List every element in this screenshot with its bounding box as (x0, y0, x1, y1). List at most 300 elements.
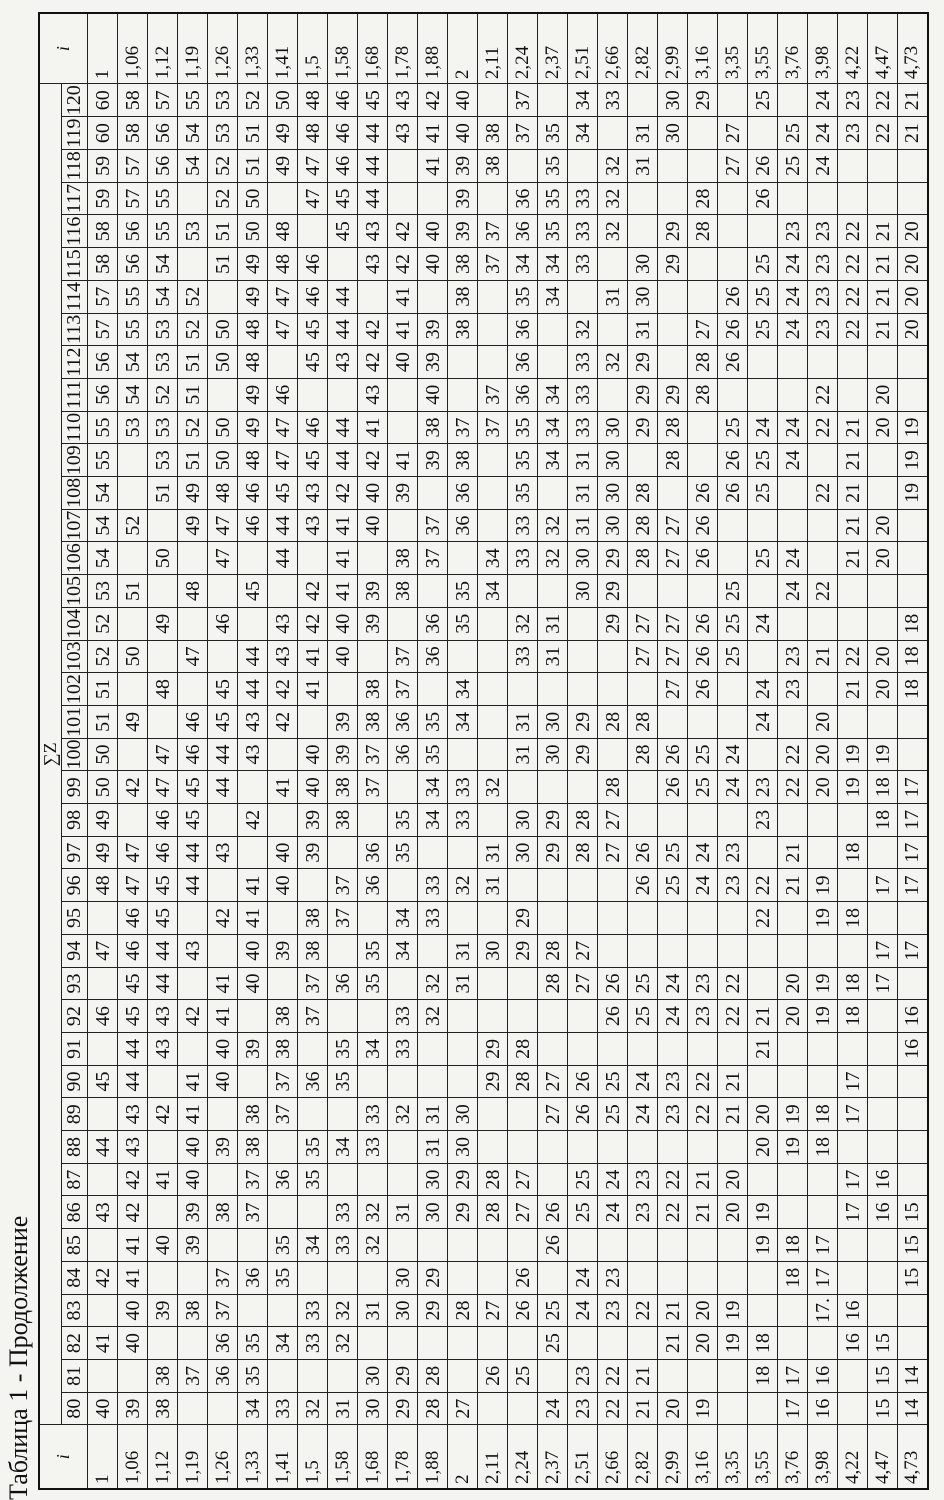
table-cell (748, 1261, 778, 1294)
table-cell (748, 575, 778, 608)
table-cell: 50 (238, 215, 268, 248)
table-cell: 34 (568, 84, 598, 117)
table-cell: 38 (208, 1196, 238, 1229)
table-cell: 20 (898, 280, 928, 313)
table-cell: 28 (688, 346, 718, 379)
table-cell (778, 1032, 808, 1065)
table-cell: 29 (628, 411, 658, 444)
table-cell: 28 (628, 738, 658, 771)
column-header: 95 (62, 902, 88, 935)
table-cell (538, 84, 568, 117)
table-cell: 53 (178, 215, 208, 248)
table-cell (268, 738, 298, 771)
table-cell: 30 (388, 1294, 418, 1327)
table-cell: 30 (658, 117, 688, 150)
table-cell: 29 (658, 215, 688, 248)
table-cell: 32 (598, 150, 628, 183)
table-cell: 53 (88, 575, 118, 608)
table-cell: 44 (238, 673, 268, 706)
table-cell: 59 (88, 150, 118, 183)
table-cell: 41 (178, 1098, 208, 1131)
table-cell (838, 1360, 868, 1393)
table-cell (148, 1065, 178, 1098)
table-cell: 32 (538, 542, 568, 575)
table-row (898, 13, 928, 1489)
table-cell (268, 1360, 298, 1393)
table-cell: 35 (388, 836, 418, 869)
table-cell: 30 (628, 280, 658, 313)
table-cell: 23 (598, 1294, 628, 1327)
row-i-left: 3,35 (718, 1425, 748, 1489)
table-cell (598, 869, 628, 902)
table-cell: 43 (208, 836, 238, 869)
table-cell: 42 (178, 1000, 208, 1033)
table-cell (778, 1196, 808, 1229)
table-cell (418, 934, 448, 967)
table-cell: 22 (868, 117, 898, 150)
table-cell: 27 (658, 673, 688, 706)
table-cell (658, 902, 688, 935)
row-i-right: 1,58 (328, 13, 358, 84)
table-cell (838, 346, 868, 379)
table-cell: 26 (748, 182, 778, 215)
table-cell: 28 (508, 1032, 538, 1065)
table-cell (448, 1000, 478, 1033)
table-cell (478, 902, 508, 935)
table-cell (538, 673, 568, 706)
table-cell (748, 836, 778, 869)
row-i-right: 1,06 (118, 13, 148, 84)
table-cell: 30 (538, 705, 568, 738)
table-cell: 16 (838, 1327, 868, 1360)
table-cell: 27 (658, 542, 688, 575)
table-cell: 38 (328, 771, 358, 804)
table-cell: 19 (718, 1294, 748, 1327)
table-cell (778, 1327, 808, 1360)
table-cell: 50 (118, 640, 148, 673)
table-cell: 40 (448, 117, 478, 150)
table-cell: 27 (478, 1294, 508, 1327)
table-cell: 43 (118, 1098, 148, 1131)
table-cell: 28 (598, 771, 628, 804)
table-cell: 17 (898, 804, 928, 837)
table-cell: 31 (478, 869, 508, 902)
table-cell: 29 (598, 575, 628, 608)
table-cell: 22 (598, 1392, 628, 1425)
table-cell (808, 1065, 838, 1098)
i-header-right: i (39, 13, 88, 84)
table-cell: 38 (148, 1360, 178, 1393)
table-cell: 53 (148, 346, 178, 379)
table-cell (508, 575, 538, 608)
table-cell: 27 (598, 836, 628, 869)
table-cell: 46 (328, 117, 358, 150)
table-cell (688, 411, 718, 444)
table-row (328, 13, 358, 1489)
row-i-right: 2,37 (538, 13, 568, 84)
table-cell (838, 378, 868, 411)
table-cell: 59 (88, 182, 118, 215)
table-cell: 21 (838, 444, 868, 477)
table-cell: 16 (868, 1196, 898, 1229)
table-cell: 37 (298, 967, 328, 1000)
gear-ratio-table (38, 12, 929, 1490)
table-cell (538, 346, 568, 379)
row-i-right: 1,68 (358, 13, 388, 84)
table-cell (178, 967, 208, 1000)
column-header: 102 (62, 673, 88, 706)
table-cell: 51 (88, 705, 118, 738)
table-cell: 32 (598, 215, 628, 248)
table-cell (208, 1098, 238, 1131)
table-cell: 26 (508, 1294, 538, 1327)
table-cell: 37 (478, 215, 508, 248)
table-cell (478, 1261, 508, 1294)
table-cell (178, 1032, 208, 1065)
table-cell (718, 509, 748, 542)
table-cell: 30 (508, 804, 538, 837)
table-cell (778, 902, 808, 935)
table-cell (718, 705, 748, 738)
table-cell: 17 (838, 1196, 868, 1229)
table-cell: 32 (598, 346, 628, 379)
table-cell: 45 (178, 804, 208, 837)
table-cell: 24 (808, 117, 838, 150)
table-cell (388, 869, 418, 902)
table-cell: 48 (208, 477, 238, 510)
table-cell: 45 (208, 673, 238, 706)
table-cell: 27 (658, 640, 688, 673)
table-cell: 34 (388, 902, 418, 935)
table-cell: 32 (358, 1196, 388, 1229)
table-cell: 38 (238, 1131, 268, 1164)
table-cell (328, 1360, 358, 1393)
table-cell: 33 (568, 346, 598, 379)
table-cell: 48 (178, 575, 208, 608)
row-i-right: 2,99 (658, 13, 688, 84)
row-i-right: 2,51 (568, 13, 598, 84)
table-cell: 17. (808, 1294, 838, 1327)
table-cell (538, 477, 568, 510)
table-body (88, 13, 928, 1489)
table-cell (178, 902, 208, 935)
table-cell: 49 (268, 150, 298, 183)
table-cell (748, 1065, 778, 1098)
table-cell: 25 (598, 1065, 628, 1098)
table-cell (328, 673, 358, 706)
table-cell (478, 84, 508, 117)
table-cell: 23 (628, 1163, 658, 1196)
table-cell (658, 346, 688, 379)
table-cell: 21 (628, 1392, 658, 1425)
table-cell: 43 (268, 640, 298, 673)
table-cell (778, 934, 808, 967)
table-row (388, 13, 418, 1489)
table-cell: 25 (508, 1360, 538, 1393)
table-cell (628, 444, 658, 477)
table-cell (688, 444, 718, 477)
table-cell (868, 444, 898, 477)
table-cell (898, 378, 928, 411)
table-row (298, 13, 328, 1489)
table-cell: 33 (328, 1196, 358, 1229)
table-cell (268, 804, 298, 837)
table-cell: 28 (658, 444, 688, 477)
table-cell: 37 (418, 542, 448, 575)
table-cell: 17 (898, 934, 928, 967)
table-cell: 40 (268, 869, 298, 902)
table-cell: 44 (328, 280, 358, 313)
table-cell (208, 280, 238, 313)
table-cell: 20 (868, 378, 898, 411)
table-cell (388, 411, 418, 444)
table-cell: 24 (748, 673, 778, 706)
table-cell: 53 (148, 411, 178, 444)
table-cell: 39 (358, 607, 388, 640)
column-header: 107 (62, 509, 88, 542)
table-cell (448, 902, 478, 935)
table-cell: 29 (418, 1261, 448, 1294)
table-cell: 39 (388, 477, 418, 510)
table-cell: 26 (688, 542, 718, 575)
table-cell: 21 (718, 1098, 748, 1131)
table-cell (688, 804, 718, 837)
table-cell: 22 (748, 869, 778, 902)
table-cell: 30 (478, 934, 508, 967)
row-i-left: 3,76 (778, 1425, 808, 1489)
table-cell (148, 1261, 178, 1294)
table-cell: 40 (358, 509, 388, 542)
table-cell (298, 1261, 328, 1294)
table-cell: 40 (238, 967, 268, 1000)
table-cell: 26 (718, 313, 748, 346)
table-cell: 33 (508, 542, 538, 575)
table-cell: 25 (598, 1098, 628, 1131)
table-cell (598, 313, 628, 346)
table-cell: 39 (418, 346, 448, 379)
table-cell: 55 (118, 313, 148, 346)
table-cell (628, 673, 658, 706)
table-cell: 27 (628, 607, 658, 640)
row-i-right: 2,82 (628, 13, 658, 84)
row-i-left: 4,22 (838, 1425, 868, 1489)
table-cell (838, 869, 868, 902)
table-row (118, 13, 148, 1489)
table-cell: 24 (568, 1261, 598, 1294)
table-cell: 30 (508, 836, 538, 869)
table-cell: 34 (298, 1229, 328, 1262)
table-cell: 33 (598, 84, 628, 117)
row-i-left: 1,33 (238, 1425, 268, 1489)
table-cell: 17 (838, 1065, 868, 1098)
table-cell: 35 (418, 738, 448, 771)
table-cell: 21 (838, 673, 868, 706)
table-cell (838, 1229, 868, 1262)
table-cell (148, 1196, 178, 1229)
table-cell: 15 (868, 1392, 898, 1425)
table-cell (838, 804, 868, 837)
table-cell: 44 (148, 934, 178, 967)
table-cell: 35 (448, 575, 478, 608)
table-cell: 37 (328, 902, 358, 935)
table-cell: 22 (838, 248, 868, 281)
table-cell: 55 (148, 215, 178, 248)
table-cell: 32 (508, 607, 538, 640)
table-cell: 35 (508, 444, 538, 477)
table-cell: 33 (298, 1327, 328, 1360)
table-cell (658, 1360, 688, 1393)
table-cell: 38 (388, 542, 418, 575)
table-cell: 29 (538, 804, 568, 837)
column-header: 86 (62, 1196, 88, 1229)
table-cell: 37 (208, 1294, 238, 1327)
table-cell: 31 (628, 313, 658, 346)
table-cell: 34 (568, 117, 598, 150)
table-cell: 23 (808, 248, 838, 281)
table-cell: 18 (838, 1000, 868, 1033)
table-row (748, 13, 778, 1489)
table-cell: 36 (508, 346, 538, 379)
table-cell (238, 607, 268, 640)
table-cell: 20 (868, 411, 898, 444)
table-cell (448, 1032, 478, 1065)
table-cell (718, 1131, 748, 1164)
table-cell: 40 (328, 607, 358, 640)
table-cell (898, 542, 928, 575)
table-cell: 22 (658, 1163, 688, 1196)
table-cell: 30 (538, 738, 568, 771)
table-cell: 22 (598, 1360, 628, 1393)
table-cell (778, 477, 808, 510)
table-cell: 35 (508, 477, 538, 510)
table-cell: 17 (898, 836, 928, 869)
row-i-right: 1,33 (238, 13, 268, 84)
table-cell (688, 248, 718, 281)
table-cell (718, 673, 748, 706)
table-cell: 21 (748, 1000, 778, 1033)
table-cell: 41 (388, 444, 418, 477)
table-cell: 41 (88, 1327, 118, 1360)
table-cell: 20 (748, 1098, 778, 1131)
table-cell: 27 (568, 967, 598, 1000)
row-i-left: 1,68 (358, 1425, 388, 1489)
table-cell (688, 1032, 718, 1065)
table-cell: 33 (268, 1392, 298, 1425)
table-cell (328, 1000, 358, 1033)
table-cell: 24 (568, 1294, 598, 1327)
table-cell: 45 (298, 346, 328, 379)
table-cell: 44 (328, 444, 358, 477)
column-header: 119 (62, 117, 88, 150)
table-cell: 26 (478, 1360, 508, 1393)
table-cell: 40 (238, 934, 268, 967)
table-cell (298, 1196, 328, 1229)
table-cell: 26 (538, 1229, 568, 1262)
column-header: 115 (62, 248, 88, 281)
table-cell: 45 (148, 902, 178, 935)
table-cell: 20 (898, 248, 928, 281)
table-cell: 32 (418, 967, 448, 1000)
table-cell (568, 1032, 598, 1065)
table-cell (598, 248, 628, 281)
table-cell: 29 (658, 378, 688, 411)
table-cell (868, 182, 898, 215)
table-cell: 22 (808, 378, 838, 411)
table-row (598, 13, 628, 1489)
table-cell: 34 (508, 248, 538, 281)
table-cell: 24 (808, 84, 838, 117)
table-cell (808, 673, 838, 706)
table-cell (298, 378, 328, 411)
table-cell: 18 (868, 771, 898, 804)
table-cell: 29 (568, 738, 598, 771)
table-cell: 42 (118, 1163, 148, 1196)
column-header: 116 (62, 215, 88, 248)
table-cell (778, 182, 808, 215)
table-cell (478, 1000, 508, 1033)
table-cell: 43 (88, 1196, 118, 1229)
table-cell (838, 934, 868, 967)
table-cell: 22 (808, 477, 838, 510)
table-row (628, 13, 658, 1489)
table-cell: 34 (418, 804, 448, 837)
table-cell: 22 (838, 640, 868, 673)
table-cell: 19 (688, 1392, 718, 1425)
table-cell: 43 (298, 509, 328, 542)
table-cell: 47 (268, 444, 298, 477)
table-cell (868, 346, 898, 379)
row-i-left: 2,11 (478, 1425, 508, 1489)
table-cell: 20 (868, 640, 898, 673)
table-cell (478, 509, 508, 542)
table-cell (478, 444, 508, 477)
table-cell: 19 (898, 444, 928, 477)
table-cell: 49 (88, 836, 118, 869)
table-cell: 36 (268, 1163, 298, 1196)
table-cell: 18 (868, 804, 898, 837)
table-cell: 42 (268, 705, 298, 738)
table-cell: 26 (688, 640, 718, 673)
table-cell (268, 902, 298, 935)
table-cell (898, 509, 928, 542)
table-cell: 46 (238, 509, 268, 542)
table-cell (718, 1261, 748, 1294)
table-cell: 37 (298, 1000, 328, 1033)
table-cell (208, 934, 238, 967)
table-cell (538, 575, 568, 608)
table-cell: 43 (238, 738, 268, 771)
table-cell: 47 (178, 640, 208, 673)
table-cell: 54 (118, 346, 148, 379)
table-cell: 46 (88, 1000, 118, 1033)
table-cell: 27 (568, 934, 598, 967)
table-cell: 56 (88, 378, 118, 411)
table-cell: 44 (328, 313, 358, 346)
table-cell (718, 84, 748, 117)
table-cell: 34 (538, 411, 568, 444)
table-cell: 31 (538, 607, 568, 640)
table-cell (898, 1327, 928, 1360)
table-cell: 26 (568, 1065, 598, 1098)
table-cell: 33 (298, 1294, 328, 1327)
table-cell (808, 1327, 838, 1360)
sum-z-header: ∑Z (39, 84, 62, 1425)
table-cell: 28 (628, 509, 658, 542)
table-cell: 46 (208, 607, 238, 640)
table-cell (838, 705, 868, 738)
table-cell: 37 (178, 1360, 208, 1393)
table-cell: 52 (178, 411, 208, 444)
